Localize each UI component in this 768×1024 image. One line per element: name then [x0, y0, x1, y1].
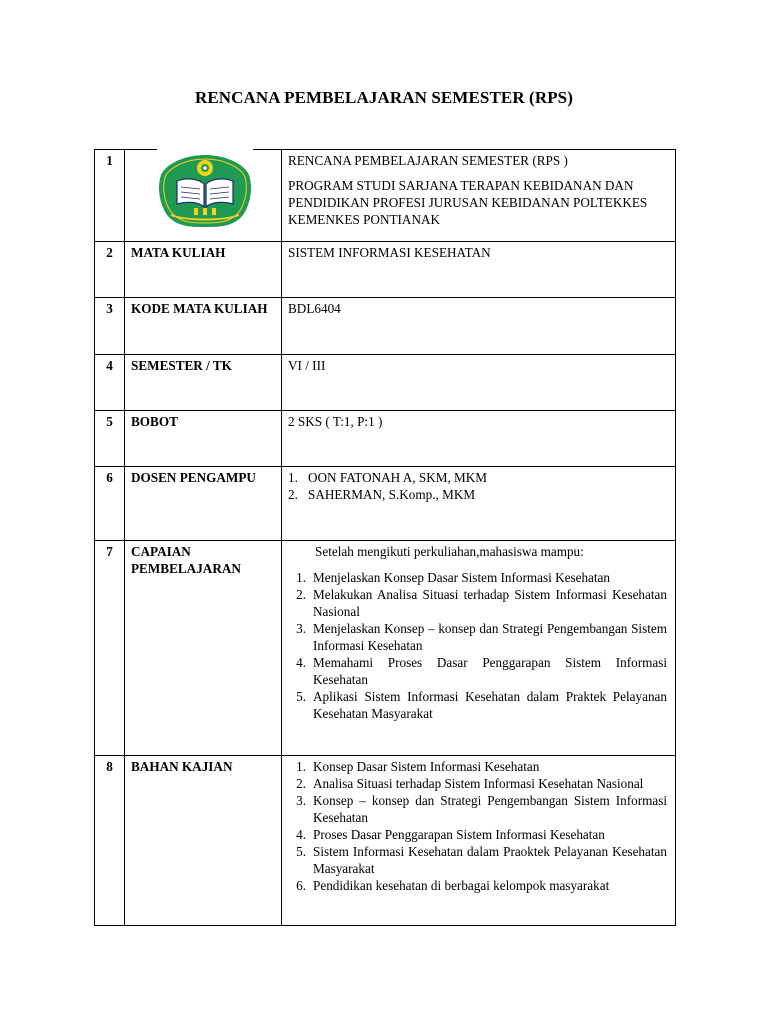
label-bahan-kajian: BAHAN KAJIAN: [125, 756, 282, 926]
list-item: 6. Pendidikan kesehatan di berbagai kelompok masyarakat: [296, 878, 610, 893]
label-bobot: BOBOT: [125, 411, 282, 467]
institution-emblem-icon: [157, 153, 253, 229]
row-kode-mata-kuliah: [95, 298, 676, 355]
list-item: 4. Proses Dasar Penggarapan Sistem Informasi Kesehatan: [296, 827, 605, 842]
row-number: 1: [95, 150, 125, 242]
study-materials-list: [288, 758, 667, 894]
list-item: 1. Menjelaskan Konsep Dasar Sistem Informasi Kesehatan: [296, 570, 611, 585]
row-bahan-kajian: [95, 756, 676, 926]
label-capaian-pembelajaran: CAPAIAN PEMBELAJARAN: [125, 541, 282, 756]
rps-subtitle: RENCANA PEMBELAJARAN SEMESTER (RPS ): [288, 153, 568, 168]
list-item: 1. Konsep Dasar Sistem Informasi Kesehatan: [296, 759, 540, 774]
label-kode-mata-kuliah: KODE MATA KULIAH: [125, 298, 282, 355]
list-item: 2. Analisa Situasi terhadap Sistem Informasi Kesehatan Nasional: [296, 776, 644, 791]
value-capaian-pembelajaran: [282, 541, 676, 756]
row-number: 7: [95, 541, 125, 756]
document-title: RENCANA PEMBELAJARAN SEMESTER (RPS): [194, 88, 573, 107]
rps-table: [94, 149, 676, 926]
row-dosen-pengampu: [95, 467, 676, 541]
row-number: 5: [95, 411, 125, 467]
row-number: 8: [95, 756, 125, 926]
row-bobot: [95, 411, 676, 467]
value-kode-mata-kuliah: BDL6404: [282, 298, 676, 355]
capaian-intro: Setelah mengikuti perkuliahan,mahasiswa mampu:: [315, 544, 584, 559]
list-item: 2. SAHERMAN, S.Komp., MKM: [288, 487, 476, 502]
value-semester: VI / III: [282, 355, 676, 411]
value-mata-kuliah: SISTEM INFORMASI KESEHATAN: [282, 242, 676, 298]
row-semester: [95, 355, 676, 411]
list-item: 1. OON FATONAH A, SKM, MKM: [288, 470, 488, 485]
label-dosen-pengampu: DOSEN PENGAMPU: [125, 467, 282, 541]
value-bobot: 2 SKS ( T:1, P:1 ): [282, 411, 676, 467]
row-number: 2: [95, 242, 125, 298]
label-semester: SEMESTER / TK: [125, 355, 282, 411]
list-item: 2. Melakukan Analisa Situasi terhadap Sistem Informasi Kesehatan Nasional: [296, 587, 667, 619]
lecturer-list: [288, 469, 667, 503]
row-capaian-pembelajaran: [95, 541, 676, 756]
logo-cell: [125, 150, 282, 242]
list-item: 3. Konsep – konsep dan Strategi Pengembangan Sistem Informasi Kesehatan: [296, 793, 667, 825]
program-name: PROGRAM STUDI SARJANA TERAPAN KEBIDANAN DAN PENDIDIKAN PROFESI JURUSAN KEBIDANAN POLTEKKES KEMENKES PONTIANAK: [288, 178, 648, 227]
list-item: 5. Sistem Informasi Kesehatan dalam Praoktek Pelayanan Kesehatan Masyarakat: [296, 844, 667, 876]
list-item: 4. Memahami Proses Dasar Penggarapan Sistem Informasi Kesehatan: [296, 655, 667, 687]
list-item: 5. Aplikasi Sistem Informasi Kesehatan dalam Praktek Pelayanan Kesehatan Masyarakat: [296, 689, 667, 721]
list-item: 3. Menjelaskan Konsep – konsep dan Strategi Pengembangan Sistem Informasi Kesehatan: [296, 621, 667, 653]
row-number: 3: [95, 298, 125, 355]
row-header: [95, 150, 676, 242]
value-bahan-kajian: [282, 756, 676, 926]
row-number: 6: [95, 467, 125, 541]
row-mata-kuliah: [95, 242, 676, 298]
learning-outcomes-list: [288, 569, 667, 722]
label-mata-kuliah: MATA KULIAH: [125, 242, 282, 298]
value-dosen-pengampu: [282, 467, 676, 541]
program-header-cell: [282, 150, 676, 242]
row-number: 4: [95, 355, 125, 411]
